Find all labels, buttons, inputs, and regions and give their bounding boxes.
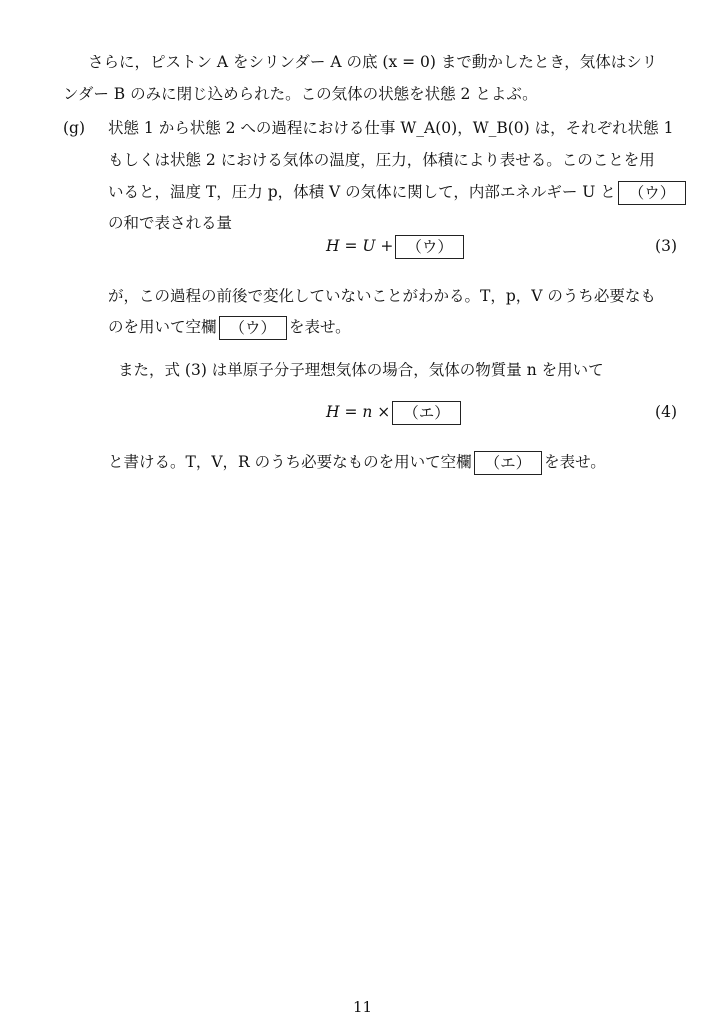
- equation-3-lhs: H = U +: [326, 237, 394, 255]
- part-g-line-1: 状態 1 から状態 2 への過程における仕事 W_A(0)，W_B(0) は，それぞれ状態 1: [108, 119, 674, 137]
- part-g-line-3-text: いると，温度 T，圧力 p，体積 V の気体に関して，内部エネルギー U と: [108, 183, 616, 201]
- answer-box-u-ref: （ウ）: [219, 316, 288, 340]
- part-g-line-3: [108, 181, 688, 205]
- part-g-para-2: また，式 (3) は単原子分子理想気体の場合，気体の物質量 n を用いて: [118, 361, 604, 379]
- answer-box-e-eq4: （エ）: [392, 401, 461, 425]
- equation-3-number: (3): [655, 237, 677, 255]
- equation-4-number: (4): [655, 403, 677, 421]
- part-g-last-pre: と書ける。T，V，R のうち必要なものを用いて空欄: [108, 453, 472, 471]
- answer-box-u: （ウ）: [618, 181, 687, 205]
- part-g-last-post: を表せ。: [544, 453, 606, 471]
- part-g-label: (g): [63, 119, 86, 137]
- intro-line-1: さらに，ピストン A をシリンダー A の底 (x = 0) まで動かしたとき，気体はシリ: [88, 53, 658, 71]
- part-g-line-4: の和で表される量: [108, 214, 233, 232]
- equation-4-lhs: H = n ×: [326, 403, 391, 421]
- part-g-line-2: もしくは状態 2 における気体の温度，圧力，体積により表せる。このことを用: [108, 151, 655, 169]
- part-g-after-1: が，この過程の前後で変化していないことがわかる。T，p，V のうち必要なも: [108, 287, 656, 305]
- part-g-after-2-pre: のを用いて空欄: [108, 318, 217, 336]
- part-g-after-2-post: を表せ。: [289, 318, 351, 336]
- page-number: 11: [352, 998, 373, 1016]
- equation-4: [326, 400, 463, 425]
- equation-3: [326, 234, 466, 259]
- part-g-after-2: [108, 316, 351, 340]
- answer-box-u-eq3: （ウ）: [395, 235, 464, 259]
- answer-box-e-ref: （エ）: [474, 451, 543, 475]
- intro-line-2: ンダー B のみに閉じ込められた。この気体の状態を状態 2 とよぶ。: [63, 85, 538, 103]
- part-g-last: [108, 451, 606, 475]
